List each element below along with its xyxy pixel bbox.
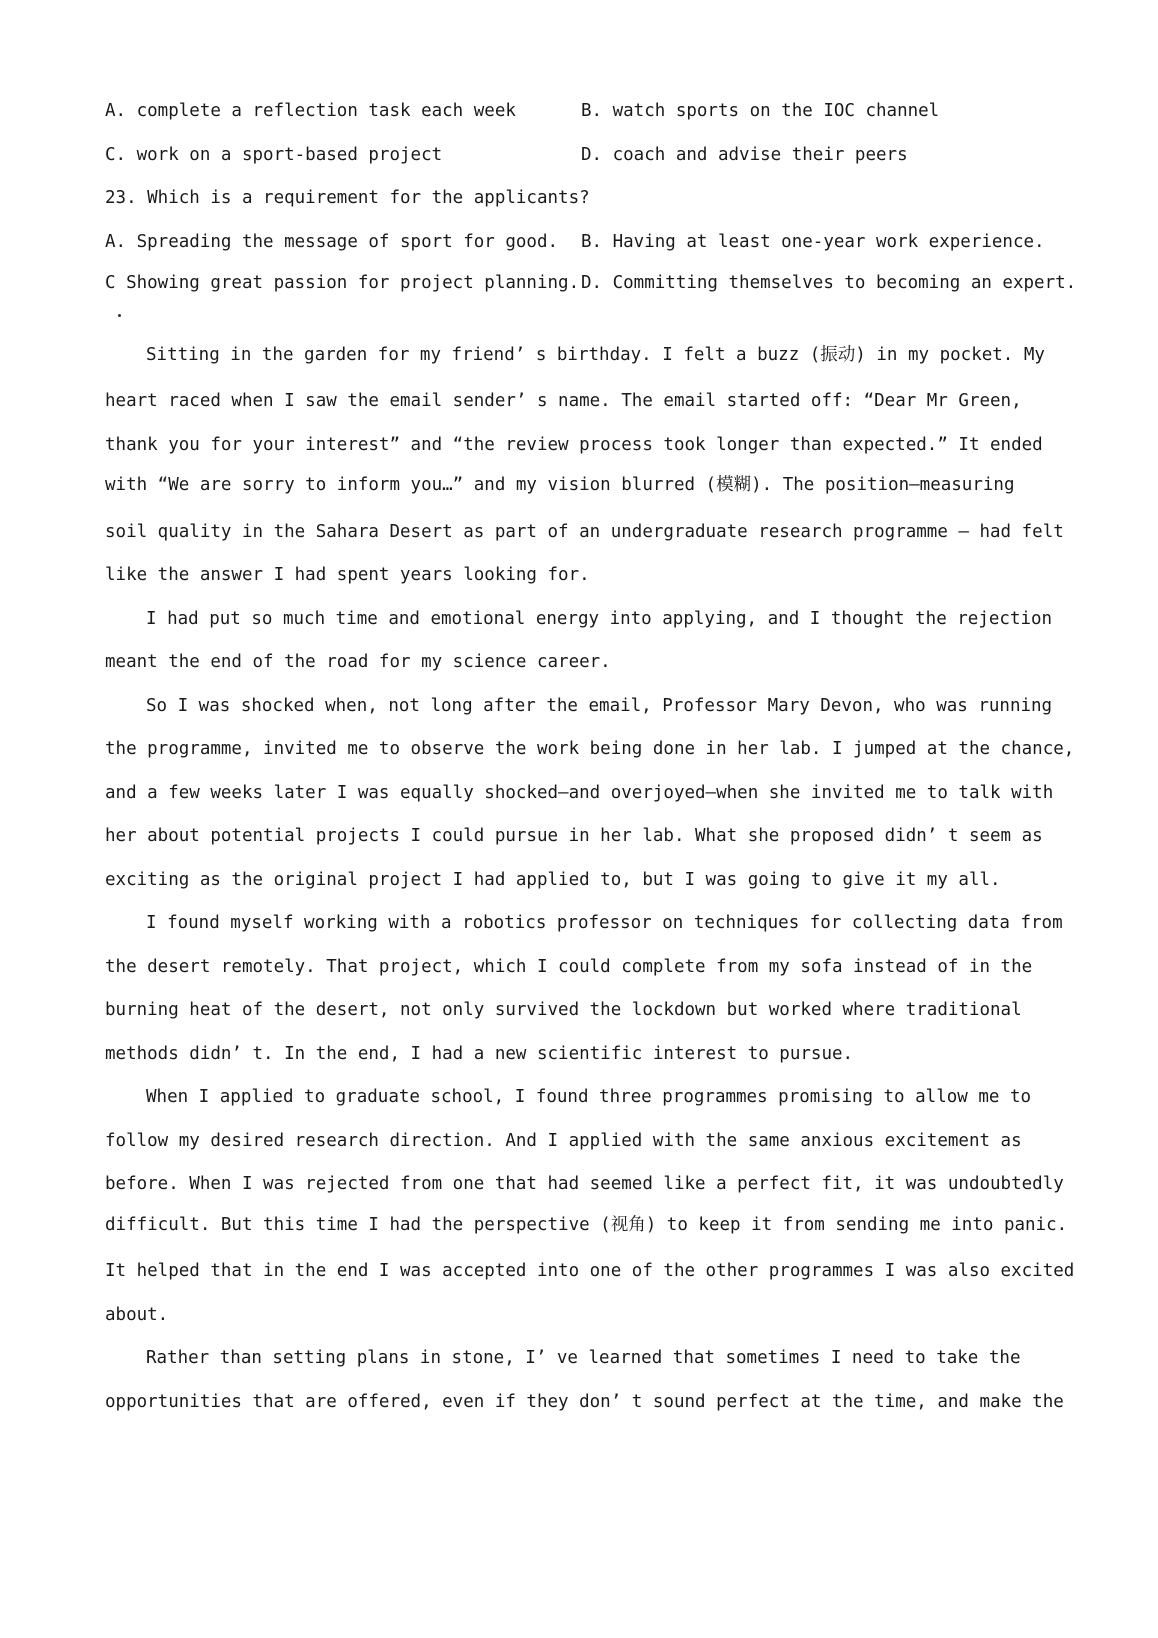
passage-line: It helped that in the end I was accepted into one of the other programmes I was also excited (105, 1261, 1075, 1281)
passage-line: meant the end of the road for my science career. (105, 652, 611, 672)
passage-line: before. When I was rejected from one that had seemed like a perfect fit, it was undoubtedly (105, 1174, 1064, 1194)
passage-line: with “We are sorry to inform you…” and my vision blurred (模糊). The position—measuring (105, 475, 1015, 495)
passage-line: burning heat of the desert, not only survived the lockdown but worked where traditional (105, 1000, 1022, 1020)
option-b: B. Having at least one-year work experience. (581, 232, 1045, 252)
option-c: C. work on a sport-based project (105, 145, 443, 165)
stray-mark (118, 314, 121, 317)
passage-line: methods didn’ t. In the end, I had a new scientific interest to pursue. (105, 1044, 854, 1064)
q23-options-row-2 (105, 268, 1077, 298)
passage-line: soil quality in the Sahara Desert as part of an undergraduate research programme — had felt (105, 522, 1064, 542)
passage-line: the desert remotely. That project, which I could complete from my sofa instead of in the (105, 957, 1033, 977)
passage-line: So I was shocked when, not long after the email, Professor Mary Devon, who was running (146, 696, 1053, 716)
option-d: D. Committing themselves to becoming an expert. (581, 273, 1077, 293)
passage-line: her about potential projects I could pursue in her lab. What she proposed didn’ t seem as (105, 826, 1043, 846)
option-a: A. complete a reflection task each week (105, 101, 516, 121)
passage-line: Rather than setting plans in stone, I’ ve learned that sometimes I need to take the (146, 1348, 1021, 1368)
option-c: C Showing great passion for project planning. (105, 273, 580, 293)
passage-line: and a few weeks later I was equally shocked—and overjoyed—when she invited me to talk with (105, 783, 1054, 803)
option-a: A. Spreading the message of sport for good. (105, 232, 559, 252)
passage-line: Sitting in the garden for my friend’ s birthday. I felt a buzz (振动) in my pocket. My (146, 345, 1045, 365)
passage-line: exciting as the original project I had applied to, but I was going to give it my all. (105, 870, 1001, 890)
option-d: D. coach and advise their peers (581, 145, 908, 165)
q23-options-row-1 (105, 227, 1065, 257)
passage-line: I found myself working with a robotics professor on techniques for collecting data from (146, 913, 1063, 933)
passage-line: heart raced when I saw the email sender’ s name. The email started off: “Dear Mr Green, (105, 391, 1022, 411)
passage-line: opportunities that are offered, even if they don’ t sound perfect at the time, and make the (105, 1392, 1064, 1412)
passage-line: about. (105, 1305, 169, 1325)
q22-options-row-2 (105, 140, 1065, 170)
passage-line: difficult. But this time I had the perspective (视角) to keep it from sending me into panic. (105, 1215, 1068, 1235)
passage-line: like the answer I had spent years looking for. (105, 565, 590, 585)
passage-line: I had put so much time and emotional energy into applying, and I thought the rejection (146, 609, 1053, 629)
passage-line: When I applied to graduate school, I found three programmes promising to allow me to (146, 1087, 1032, 1107)
passage-line: thank you for your interest” and “the review process took longer than expected.” It ended (105, 435, 1043, 455)
passage-line: follow my desired research direction. And I applied with the same anxious excitement as (105, 1131, 1022, 1151)
q22-options-row-1 (105, 96, 1065, 126)
passage-line: the programme, invited me to observe the work being done in her lab. I jumped at the chance, (105, 739, 1075, 759)
option-b: B. watch sports on the IOC channel (581, 101, 940, 121)
question-23: 23. Which is a requirement for the applicants? (105, 188, 590, 208)
